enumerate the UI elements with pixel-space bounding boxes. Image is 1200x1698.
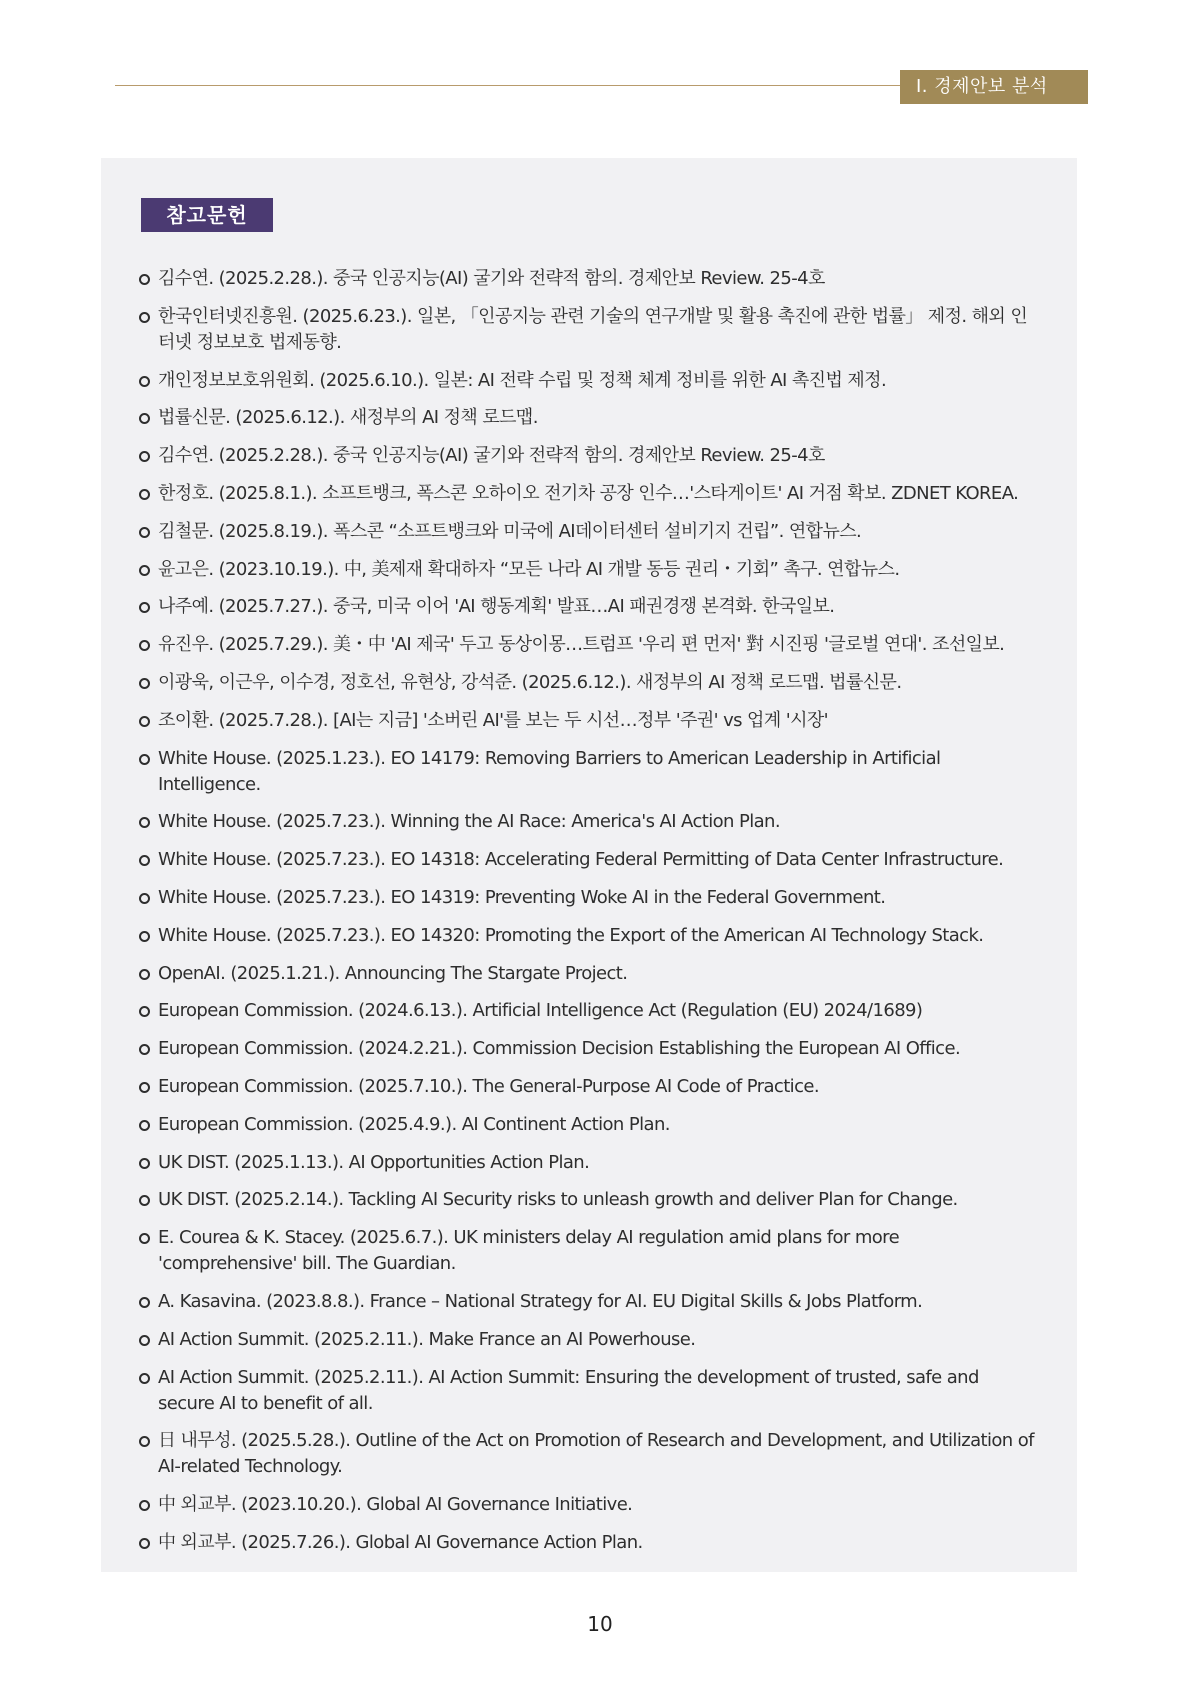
reference-item (139, 1428, 1039, 1480)
header-rule (115, 85, 905, 86)
reference-text: 윤고은. (2023.10.19.). 中, 美제재 확대하자 “모든 나라 AI 개발 동등 권리・기회” 촉구. 연합뉴스. (158, 558, 900, 580)
circle-bullet-icon (139, 678, 150, 689)
page-number: 10 (587, 1612, 613, 1636)
reference-text: 日 내무성. (2025.5.28.). Outline of the Act on Promotion of Research and Development, and Utilization of AI-related Technology. (158, 1430, 1034, 1478)
reference-item (139, 1150, 1039, 1176)
circle-bullet-icon (139, 716, 150, 727)
reference-item (139, 1225, 1039, 1277)
circle-bullet-icon (139, 602, 150, 613)
reference-item (139, 1074, 1039, 1100)
reference-item (139, 847, 1039, 873)
reference-text: 김수연. (2025.2.28.). 중국 인공지능(AI) 굴기와 전략적 함의. 경제안보 Review. 25-4호 (158, 268, 825, 289)
references-box (101, 158, 1077, 1572)
reference-item (139, 961, 1039, 987)
reference-text: 개인정보보호위원회. (2025.6.10.). 일본: AI 전략 수립 및 정책 체계 정비를 위한 AI 촉진법 제정. (158, 369, 887, 391)
reference-text: 김수연. (2025.2.28.). 중국 인공지능(AI) 굴기와 전략적 함의. 경제안보 Review. 25-4호 (158, 445, 825, 467)
reference-text: A. Kasavina. (2023.8.8.). France – National Strategy for AI. EU Digital Skills & Jobs Platform. (158, 1290, 923, 1312)
reference-text: AI Action Summit. (2025.2.11.). Make France an AI Powerhouse. (158, 1328, 696, 1350)
circle-bullet-icon (139, 565, 150, 576)
circle-bullet-icon (139, 312, 150, 323)
reference-text: UK DIST. (2025.1.13.). AI Opportunities Action Plan. (158, 1151, 590, 1173)
reference-item (139, 304, 1039, 356)
reference-text: OpenAI. (2025.1.21.). Announcing The Stargate Project. (158, 962, 628, 984)
circle-bullet-icon (139, 1082, 150, 1093)
reference-text: White House. (2025.7.23.). EO 14318: Accelerating Federal Permitting of Data Center Infrastructure. (158, 849, 1004, 871)
reference-text: 김철문. (2025.8.19.). 폭스콘 “소프트뱅크와 미국에 AI데이터센터 설비기지 건립”. 연합뉴스. (158, 520, 862, 542)
references-title: 참고문헌 (141, 198, 273, 232)
reference-text: E. Courea & K. Stacey. (2025.6.7.). UK ministers delay AI regulation amid plans for more 'comprehensive' bill. The Guardian. (158, 1227, 900, 1275)
reference-text: 나주예. (2025.7.27.). 중국, 미국 이어 'AI 행동계획' 발표…AI 패권경쟁 본격화. 한국일보. (158, 596, 835, 618)
reference-item (139, 1530, 1039, 1556)
reference-text: 법률신문. (2025.6.12.). 새정부의 AI 정책 로드맵. (158, 407, 538, 429)
circle-bullet-icon (139, 274, 150, 285)
reference-item (139, 368, 1039, 394)
circle-bullet-icon (139, 1158, 150, 1169)
circle-bullet-icon (139, 1538, 150, 1549)
references-list (139, 266, 1039, 1568)
reference-item (139, 519, 1039, 545)
reference-item (139, 708, 1039, 734)
reference-item (139, 670, 1039, 696)
reference-item (139, 405, 1039, 431)
circle-bullet-icon (139, 1297, 150, 1308)
reference-item (139, 1289, 1039, 1315)
reference-text: 한정호. (2025.8.1.). 소프트뱅크, 폭스콘 오하이오 전기차 공장 인수…'스타게이트' AI 거점 확보. ZDNET KOREA. (158, 482, 1019, 504)
circle-bullet-icon (139, 817, 150, 828)
circle-bullet-icon (139, 931, 150, 942)
reference-item (139, 266, 1039, 292)
reference-item (139, 746, 1039, 798)
reference-item (139, 1365, 1039, 1417)
circle-bullet-icon (139, 1335, 150, 1346)
reference-text: UK DIST. (2025.2.14.). Tackling AI Security risks to unleash growth and deliver Plan for Change. (158, 1189, 958, 1211)
circle-bullet-icon (139, 1006, 150, 1017)
reference-text: White House. (2025.7.23.). EO 14320: Promoting the Export of the American AI Technology Stack. (158, 924, 984, 946)
circle-bullet-icon (139, 451, 150, 462)
reference-text: 유진우. (2025.7.29.). 美・中 'AI 제국' 두고 동상이몽…트럼프 '우리 편 먼저' 對 시진핑 '글로벌 연대'. 조선일보. (158, 634, 1005, 656)
reference-item (139, 481, 1039, 507)
reference-text: 한국인터넷진흥원. (2025.6.23.). 일본, 「인공지능 관련 기술의 연구개발 및 활용 촉진에 관한 법률」 제정. 해외 인터넷 정보보호 법제동향. (158, 305, 1028, 353)
section-label: Ⅰ. 경제안보 분석 (900, 70, 1088, 104)
circle-bullet-icon (139, 1044, 150, 1055)
reference-text: European Commission. (2024.6.13.). Artificial Intelligence Act (Regulation (EU) 2024/1689) (158, 1000, 923, 1022)
reference-item (139, 1036, 1039, 1062)
circle-bullet-icon (139, 754, 150, 765)
reference-text: 中 외교부. (2025.7.26.). Global AI Governance Action Plan. (158, 1531, 643, 1553)
circle-bullet-icon (139, 893, 150, 904)
reference-item (139, 885, 1039, 911)
circle-bullet-icon (139, 1500, 150, 1511)
reference-text: 조이환. (2025.7.28.). [AI는 지금] '소버린 AI'를 보는 두 시선…정부 '주권' vs 업계 '시장' (158, 709, 829, 731)
reference-item (139, 923, 1039, 949)
reference-item (139, 557, 1039, 583)
reference-text: European Commission. (2024.2.21.). Commission Decision Establishing the European AI Office. (158, 1038, 961, 1060)
reference-text: White House. (2025.1.23.). EO 14179: Removing Barriers to American Leadership in Artificial Intelligence. (158, 747, 941, 795)
reference-text: White House. (2025.7.23.). Winning the AI Race: America's AI Action Plan. (158, 811, 780, 833)
circle-bullet-icon (139, 855, 150, 866)
reference-item (139, 1492, 1039, 1518)
circle-bullet-icon (139, 413, 150, 424)
circle-bullet-icon (139, 969, 150, 980)
circle-bullet-icon (139, 527, 150, 538)
reference-text: AI Action Summit. (2025.2.11.). AI Action Summit: Ensuring the development of trusted, safe and secure AI to benefit of all. (158, 1366, 979, 1414)
circle-bullet-icon (139, 1120, 150, 1131)
reference-item (139, 1112, 1039, 1138)
circle-bullet-icon (139, 1233, 150, 1244)
reference-text: 中 외교부. (2023.10.20.). Global AI Governance Initiative. (158, 1494, 633, 1516)
reference-item (139, 443, 1039, 469)
circle-bullet-icon (139, 1436, 150, 1447)
circle-bullet-icon (139, 376, 150, 387)
reference-item (139, 1187, 1039, 1213)
circle-bullet-icon (139, 1373, 150, 1384)
circle-bullet-icon (139, 1195, 150, 1206)
reference-item (139, 809, 1039, 835)
reference-text: European Commission. (2025.7.10.). The General-Purpose AI Code of Practice. (158, 1075, 819, 1097)
reference-item (139, 998, 1039, 1024)
reference-item (139, 594, 1039, 620)
circle-bullet-icon (139, 489, 150, 500)
reference-item (139, 632, 1039, 658)
circle-bullet-icon (139, 640, 150, 651)
reference-item (139, 1327, 1039, 1353)
reference-text: White House. (2025.7.23.). EO 14319: Preventing Woke AI in the Federal Government. (158, 886, 886, 908)
reference-text: 이광욱, 이근우, 이수경, 정호선, 유현상, 강석준. (2025.6.12.). 새정부의 AI 정책 로드맵. 법률신문. (158, 671, 902, 693)
reference-text: European Commission. (2025.4.9.). AI Continent Action Plan. (158, 1113, 670, 1135)
